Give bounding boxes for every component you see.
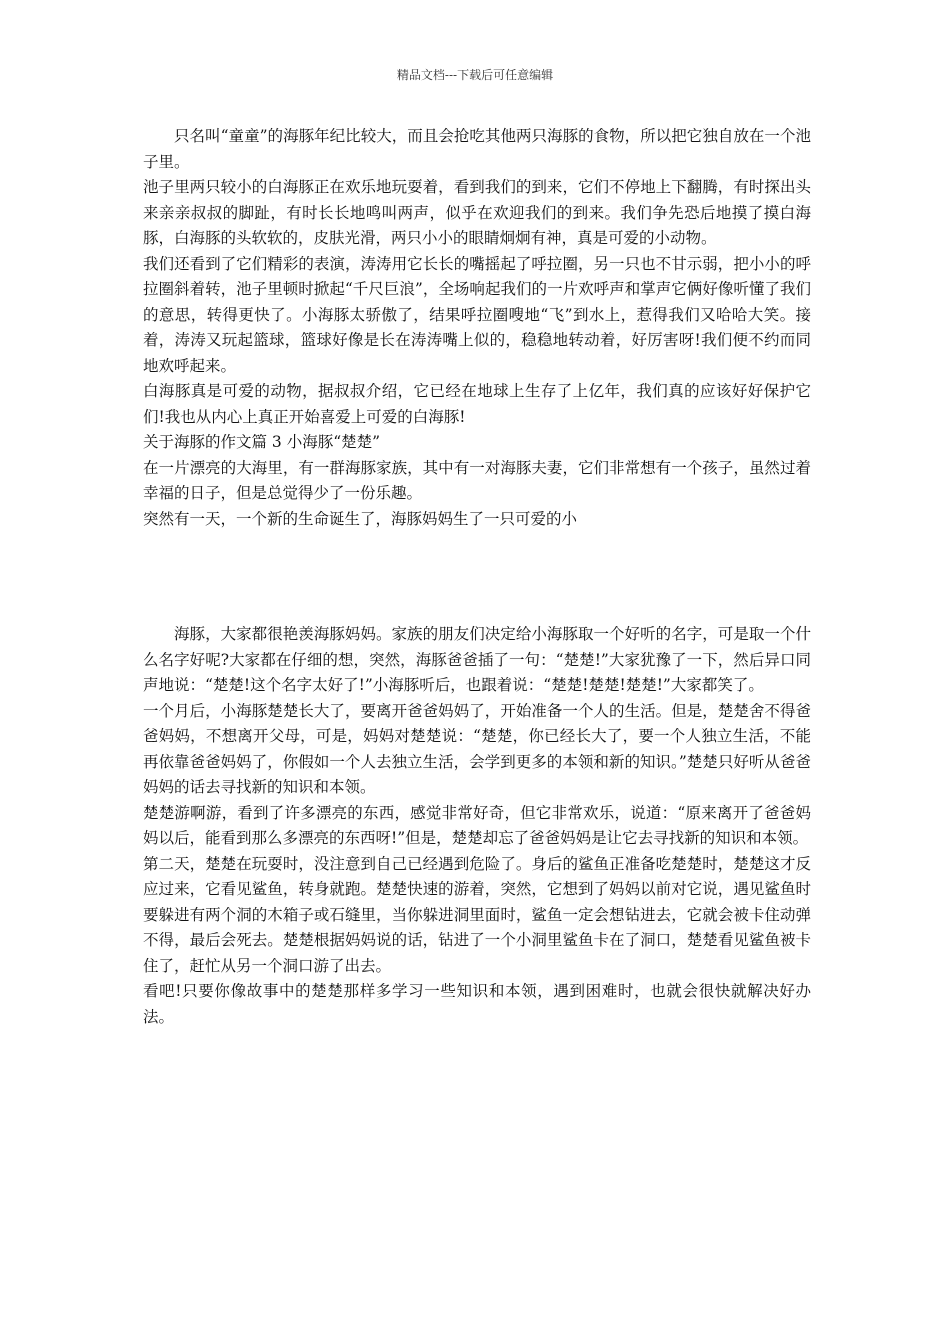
paragraph: 第二天，楚楚在玩耍时，没注意到自己已经遇到危险了。身后的鲨鱼正准备吃楚楚时，楚楚这才反应过来，它看见鲨鱼，转身就跑。楚楚快速的游着，突然，它想到了妈妈以前对它说，遇见鲨鱼时要躲进有两个洞的木箱子或石缝里，当你躲进洞里面时，鲨鱼一定会想钻进去，它就会被卡住动弹不得，最后会死去。楚楚根据妈妈说的话，钻进了一个小洞里鲨鱼卡在了洞口，楚楚看见鲨鱼被卡住了，赶忙从另一个洞口游了出去。	[143, 854, 811, 975]
paragraph: 池子里两只较小的白海豚正在欢乐地玩耍着，看到我们的到来，它们不停地上下翻腾，有时探出头来亲亲叔叔的脚趾，有时长长地鸣叫两声，似乎在欢迎我们的到来。我们争先恐后地摸了摸白海豚，白海豚的头软软的，皮肤光滑，两只小小的眼睛炯炯有神，真是可爱的小动物。	[143, 178, 811, 247]
paragraph: 只名叫“童童”的海豚年纪比较大，而且会抢吃其他两只海豚的食物，所以把它独自放在一个池子里。	[143, 127, 811, 171]
paragraph: 一个月后，小海豚楚楚长大了，要离开爸爸妈妈了，开始准备一个人的生活。但是，楚楚舍不得爸爸妈妈，不想离开父母，可是，妈妈对楚楚说：“楚楚，你已经长大了，要一个人独立生活，不能再依靠爸爸妈妈了，你假如一个人去独立生活，会学到更多的本领和新的知识。”楚楚只好听从爸爸妈妈的话去寻找新的知识和本领。	[143, 701, 811, 796]
paragraph: 看吧!只要你像故事中的楚楚那样多学习一些知识和本领，遇到困难时，也就会很快就解决好办法。	[143, 982, 811, 1026]
paragraph: 突然有一天，一个新的生命诞生了，海豚妈妈生了一只可爱的小	[143, 509, 578, 528]
paragraph: 白海豚真是可爱的动物，据叔叔介绍，它已经在地球上生存了上亿年，我们真的应该好好保护它们!我也从内心上真正开始喜爱上可爱的白海豚!	[143, 382, 811, 426]
paragraph: 在一片漂亮的大海里，有一群海豚家族，其中有一对海豚夫妻，它们非常想有一个孩子，虽然过着幸福的日子，但是总觉得少了一份乐趣。	[143, 458, 811, 502]
page-2-body	[143, 622, 811, 1030]
paragraph: 我们还看到了它们精彩的表演，涛涛用它长长的嘴摇起了呼拉圈，另一只也不甘示弱，把小小的呼拉圈斜着转，池子里顿时掀起“千尺巨浪”，全场响起我们的一片欢呼声和掌声它俩好像听懂了我们的意思，转得更快了。小海豚太骄傲了，结果呼拉圈嗖地“飞”到水上，惹得我们又哈哈大笑。接着，涛涛又玩起篮球，篮球好像是长在涛涛嘴上似的，稳稳地转动着，好厉害呀!我们便不约而同地欢呼起来。	[143, 254, 811, 375]
page-1-body	[143, 124, 811, 532]
paragraph: 海豚，大家都很艳羡海豚妈妈。家族的朋友们决定给小海豚取一个好听的名字，可是取一个什么名字好呢?大家都在仔细的想，突然，海豚爸爸插了一句：“楚楚!”大家犹豫了一下，然后异口同声地说：“楚楚!这个名字太好了!”小海豚听后，也跟着说：“楚楚!楚楚!楚楚!”大家都笑了。	[143, 625, 811, 694]
section-heading: 关于海豚的作文篇 3 小海豚“楚楚”	[143, 433, 381, 451]
page-header: 精品文档---下载后可任意编辑	[396, 68, 554, 82]
paragraph: 楚楚游啊游，看到了许多漂亮的东西，感觉非常好奇，但它非常欢乐，说道：“原来离开了爸爸妈妈以后，能看到那么多漂亮的东西呀!”但是，楚楚却忘了爸爸妈妈是让它去寻找新的知识和本领。	[143, 803, 811, 847]
